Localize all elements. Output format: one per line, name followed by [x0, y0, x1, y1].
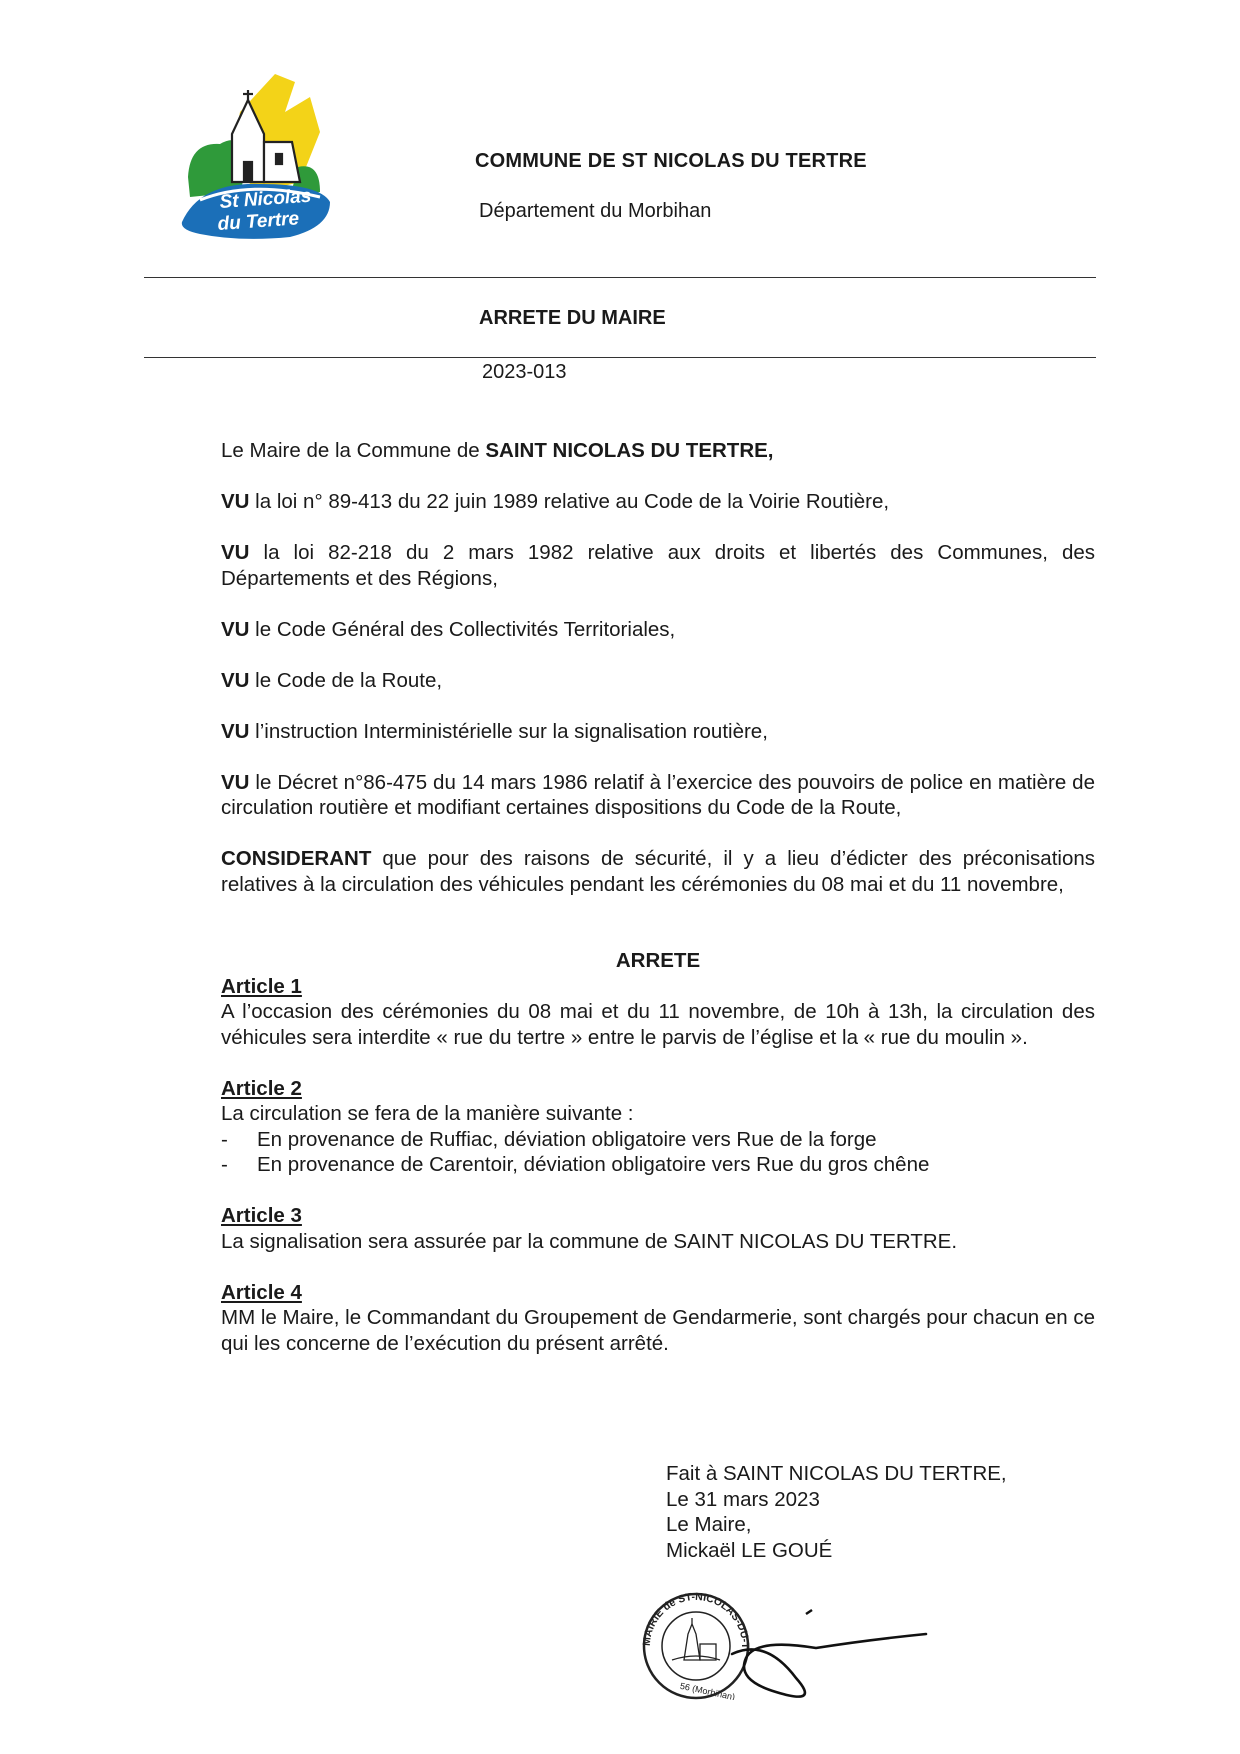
stamp-subtext: 56 (Morbihan)	[679, 1680, 736, 1700]
vu-text: le Décret n°86-475 du 14 mars 1986 relatif à l’exercice des pouvoirs de police en matière de circulation routière et modifiant certaines dispositions du Code de la Route,	[221, 770, 1095, 819]
list-item	[221, 1127, 1095, 1153]
vu-paragraph	[221, 719, 1095, 745]
vu-label: VU	[221, 490, 250, 513]
svg-text:MAIRIE de ST-NICOLAS-DU-TERTRE	[636, 1588, 751, 1649]
vu-text: la loi 82-218 du 2 mars 1982 relative aux droits et libertés des Communes, des Départements et des Régions,	[221, 541, 1095, 590]
document-title: ARRETE DU MAIRE	[479, 307, 666, 329]
list-dash: -	[221, 1127, 228, 1151]
signature-date: Le 31 mars 2023	[666, 1487, 820, 1511]
list-dash: -	[221, 1153, 228, 1176]
signature-name: Mickaël LE GOUÉ	[666, 1538, 833, 1562]
commune-logo	[180, 72, 340, 242]
considerant-label: CONSIDERANT	[221, 847, 372, 870]
intro-text: Le Maire de la Commune de	[221, 439, 486, 462]
vu-label: VU	[221, 770, 250, 794]
article-4-title: Article 4	[221, 1280, 302, 1304]
intro-paragraph	[221, 438, 1095, 464]
document-body	[221, 438, 1095, 1356]
article-3-title: Article 3	[221, 1204, 302, 1227]
vu-text: le Code Général des Collectivités Territoriales,	[249, 617, 676, 641]
signature-place: Fait à SAINT NICOLAS DU TERTRE,	[666, 1462, 1007, 1485]
vu-paragraph	[221, 540, 1095, 591]
article-2-title: Article 2	[221, 1076, 302, 1100]
stamp-text: MAIRIE de ST-NICOLAS-DU-T	[640, 1590, 752, 1649]
departement-subtitle: Département du Morbihan	[479, 200, 712, 222]
commune-title: COMMUNE DE ST NICOLAS DU TERTRE	[475, 150, 867, 172]
vu-text: le Code de la Route,	[249, 668, 443, 692]
article-2-text: La circulation se fera de la manière suivante :	[221, 1102, 634, 1125]
list-item-text: En provenance de Carentoir, déviation obligatoire vers Rue du gros chêne	[257, 1153, 930, 1176]
logo-text-line1: St Nicolas	[218, 185, 312, 213]
article-4-text: MM le Maire, le Commandant du Groupement de Gendarmerie, sont chargés pour chacun en ce qui les concerne de l’exécution du présent arrêté.	[221, 1306, 1095, 1355]
logo-text-line2: du Tertre	[216, 208, 300, 235]
arrete-number: 2023-013	[482, 361, 567, 383]
vu-paragraph	[221, 770, 1095, 821]
vu-label: VU	[221, 668, 250, 692]
signature-role: Le Maire,	[666, 1513, 752, 1536]
considerant-text: que pour des raisons de sécurité, il y a lieu d’édicter des préconisations relatives à la circulation des véhicules pendant les cérémonies du 08 mai et du 11 novembre,	[221, 847, 1095, 896]
vu-label: VU	[221, 541, 250, 564]
list-item	[221, 1152, 1095, 1178]
signature-block	[666, 1461, 1007, 1563]
intro-commune: SAINT NICOLAS DU TERTRE,	[485, 439, 774, 462]
vu-paragraph	[221, 668, 1095, 694]
vu-text: l’instruction Interministérielle sur la signalisation routière,	[249, 719, 768, 743]
vu-label: VU	[221, 617, 250, 641]
arrete-heading: ARRETE	[615, 949, 701, 972]
vu-text: la loi n° 89-413 du 22 juin 1989 relative au Code de la Voirie Routière,	[249, 490, 890, 513]
vu-paragraph	[221, 617, 1095, 643]
header-divider-bottom	[144, 357, 1096, 358]
header-divider-top	[144, 277, 1096, 278]
considerant-paragraph	[221, 846, 1095, 897]
list-item-text: En provenance de Ruffiac, déviation obligatoire vers Rue de la forge	[257, 1127, 877, 1151]
article-1-title: Article 1	[221, 974, 302, 998]
official-stamp-signature	[636, 1588, 936, 1700]
article-1-text: A l’occasion des cérémonies du 08 mai et du 11 novembre, de 10h à 13h, la circulation des véhicules sera interdite « rue du tertre » entre le parvis de l’église et la « rue du moulin ».	[221, 1000, 1095, 1049]
article-3-text: La signalisation sera assurée par la commune de SAINT NICOLAS DU TERTRE.	[221, 1229, 958, 1253]
vu-label: VU	[221, 719, 250, 743]
vu-paragraph	[221, 489, 1095, 515]
